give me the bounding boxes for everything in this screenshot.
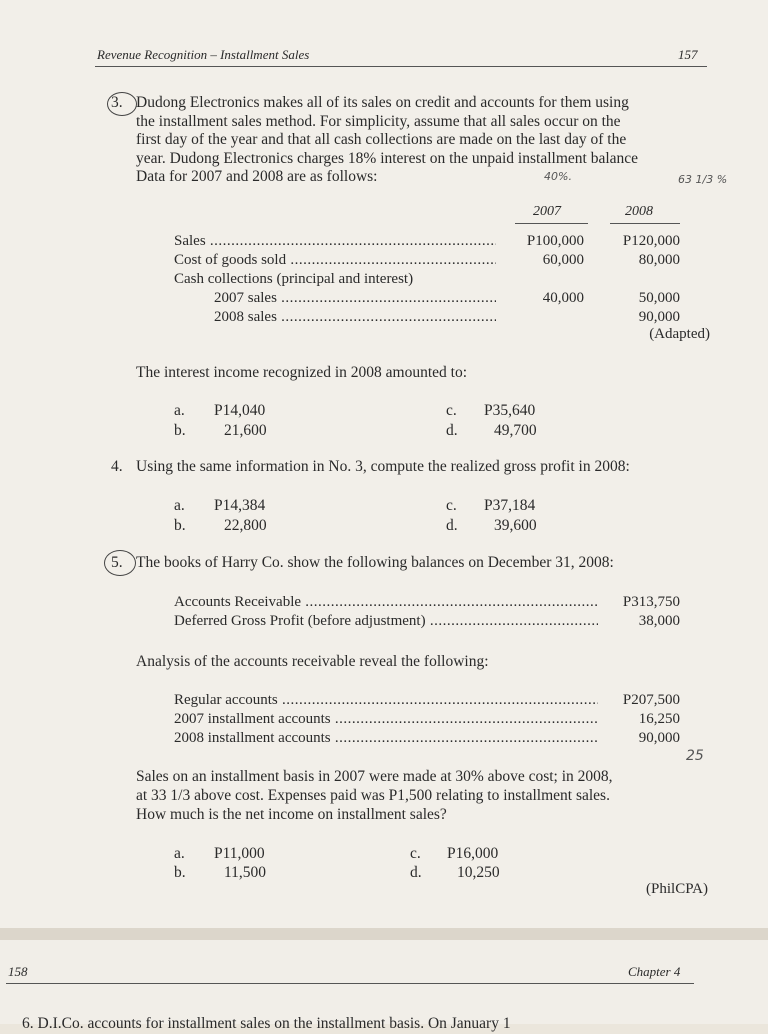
choice-value: 49,700 bbox=[494, 422, 537, 439]
row-value: 16,250 bbox=[638, 711, 680, 727]
choice-letter: b. bbox=[174, 864, 186, 881]
page-separator bbox=[0, 928, 768, 940]
book-page-158 bbox=[0, 940, 768, 1032]
table-row bbox=[0, 710, 768, 729]
choice-value: 39,600 bbox=[494, 517, 537, 534]
q3-source: (Adapted) bbox=[649, 326, 710, 342]
choice-letter: d. bbox=[446, 422, 458, 439]
choice-value: P14,384 bbox=[214, 497, 266, 514]
q3-line-1: Dudong Electronics makes all of its sales on credit and accounts for them using bbox=[136, 94, 629, 111]
row-label: Cost of goods sold ..... bbox=[174, 251, 496, 270]
table-row bbox=[0, 612, 768, 631]
choice-letter: d. bbox=[410, 864, 422, 881]
handwritten-note-2007: 40%. bbox=[544, 170, 572, 183]
table-row bbox=[0, 729, 768, 748]
row-label: 2008 sales ..... bbox=[214, 308, 496, 327]
row-value: P313,750 bbox=[622, 594, 680, 610]
table-row bbox=[0, 251, 768, 270]
row-label: 2008 installment accounts ..... bbox=[174, 729, 598, 748]
choice-letter: a. bbox=[174, 402, 185, 419]
row-value-2008: P120,000 bbox=[622, 233, 680, 249]
choice-value: 21,600 bbox=[224, 422, 267, 439]
col-header-2007: 2007 bbox=[533, 204, 561, 219]
col-header-2008: 2008 bbox=[625, 204, 653, 219]
row-value-2007: 40,000 bbox=[542, 290, 584, 306]
q5-text: The books of Harry Co. show the following balances on December 31, 2008: bbox=[136, 554, 614, 571]
q3-line-4: year. Dudong Electronics charges 18% interest on the unpaid installment balance bbox=[136, 149, 639, 167]
choice-letter: a. bbox=[174, 497, 185, 514]
table-row bbox=[0, 593, 768, 612]
row-label: Accounts Receivable ..... bbox=[174, 593, 598, 612]
col-rule-2007 bbox=[515, 223, 588, 224]
q5-line-1: Sales on an installment basis in 2007 were made at 30% above cost; in 2008, bbox=[136, 768, 613, 785]
choice-value: P11,000 bbox=[214, 845, 265, 862]
row-value: P207,500 bbox=[622, 692, 680, 708]
row-value: 90,000 bbox=[638, 730, 680, 746]
q5-line-3: How much is the net income on installment sales? bbox=[136, 806, 447, 823]
q5-analysis: Analysis of the accounts receivable reveal the following: bbox=[136, 653, 489, 670]
table-row bbox=[0, 232, 768, 251]
q3-line-5: Data for 2007 and 2008 are as follows: bbox=[136, 168, 378, 186]
header-rule bbox=[95, 66, 707, 67]
row-value-2008: 50,000 bbox=[638, 290, 680, 306]
q3-line-2: the installment sales method. For simplicity, assume that all sales occur on the bbox=[136, 112, 621, 130]
q3-number: 3. bbox=[111, 94, 123, 111]
choice-value: 22,800 bbox=[224, 517, 267, 534]
row-value: 38,000 bbox=[638, 613, 680, 629]
choice-letter: a. bbox=[174, 845, 185, 862]
choice-letter: c. bbox=[410, 845, 421, 862]
handwritten-note: 25 bbox=[686, 748, 704, 764]
q5-source: (PhilCPA) bbox=[646, 881, 708, 897]
choice-value: P37,184 bbox=[484, 497, 536, 514]
handwritten-note-2008: 63 1/3 % bbox=[678, 173, 728, 186]
table-row bbox=[0, 270, 768, 289]
row-label: Sales ..... bbox=[174, 232, 496, 251]
choice-value: 11,500 bbox=[224, 864, 267, 881]
choice-letter: d. bbox=[446, 517, 458, 534]
table-row bbox=[0, 308, 768, 327]
choice-letter: c. bbox=[446, 497, 457, 514]
q5-line-2: at 33 1/3 above cost. Expenses paid was P1,500 relating to installment sales. bbox=[136, 787, 610, 804]
choice-value: P35,640 bbox=[484, 402, 536, 419]
row-value-2008: 90,000 bbox=[638, 309, 680, 325]
header-rule bbox=[6, 983, 694, 984]
q4-number: 4. bbox=[111, 458, 123, 475]
running-header-title: Revenue Recognition – Installment Sales bbox=[97, 47, 310, 62]
page-number: 157 bbox=[678, 47, 698, 62]
row-value-2007: 60,000 bbox=[542, 252, 584, 268]
row-label: Cash collections (principal and interest) bbox=[174, 271, 414, 287]
table-row bbox=[0, 691, 768, 710]
choice-letter: c. bbox=[446, 402, 457, 419]
table-row bbox=[0, 289, 768, 308]
row-label: Deferred Gross Profit (before adjustment) ..... bbox=[174, 612, 598, 631]
next-page-text: 6. D.I.Co. accounts for installment sales on the installment basis. On January 1 bbox=[22, 1015, 511, 1032]
choice-value: 10,250 bbox=[457, 864, 500, 881]
row-label: 2007 installment accounts ..... bbox=[174, 710, 598, 729]
row-label: 2007 sales ..... bbox=[214, 289, 496, 308]
choice-letter: b. bbox=[174, 517, 186, 534]
choice-letter: b. bbox=[174, 422, 186, 439]
q5-number: 5. bbox=[111, 554, 123, 571]
row-value-2008: 80,000 bbox=[638, 252, 680, 268]
col-rule-2008 bbox=[610, 223, 680, 224]
row-label: Regular accounts ..... bbox=[174, 691, 598, 710]
chapter-label: Chapter 4 bbox=[628, 964, 681, 979]
choice-value: P16,000 bbox=[447, 845, 499, 862]
q3-question: The interest income recognized in 2008 amounted to: bbox=[136, 364, 467, 381]
q4-text: Using the same information in No. 3, compute the realized gross profit in 2008: bbox=[136, 458, 630, 475]
q3-line-3: first day of the year and that all cash collections are made on the last day of the bbox=[136, 131, 627, 149]
page-number: 158 bbox=[8, 964, 28, 979]
row-value-2007: P100,000 bbox=[526, 233, 584, 249]
choice-value: P14,040 bbox=[214, 402, 266, 419]
